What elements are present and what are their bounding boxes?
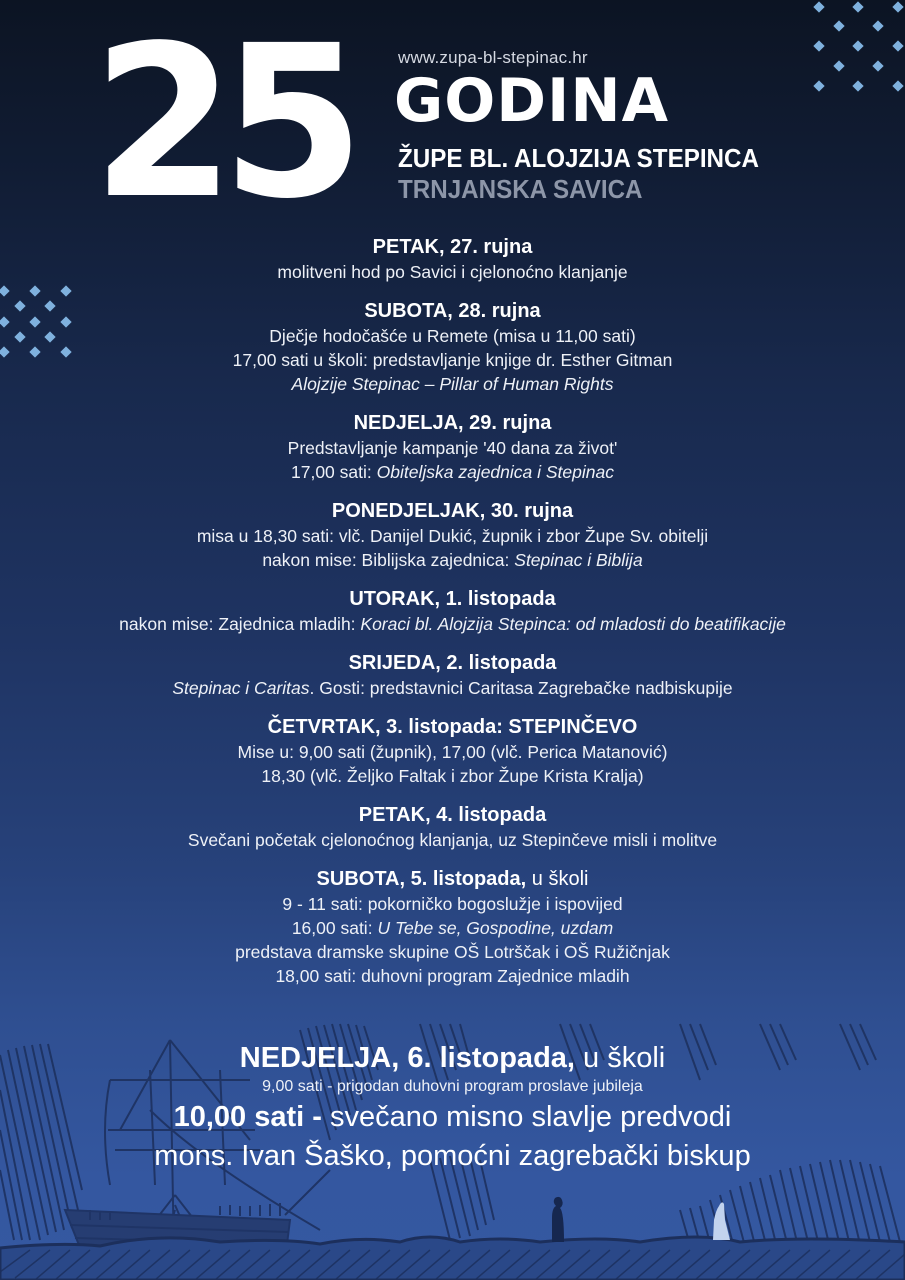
schedule-day — [0, 802, 905, 852]
day-title: NEDJELJA, 29. rujna — [353, 412, 552, 434]
finale-event — [0, 1040, 905, 1176]
anniversary-number: 25 — [92, 0, 351, 245]
schedule-day — [0, 586, 905, 636]
day-line: molitveni hod po Savici i cjelonoćno klanjanje — [277, 262, 628, 282]
day-line: 18,30 (vlč. Željko Faltak i zbor Župe Krista Kralja) — [261, 766, 644, 786]
day-line — [0, 612, 905, 636]
finale-title-main: NEDJELJA, 6. listopada, — [239, 1042, 575, 1074]
day-title: PETAK, 4. listopada — [358, 804, 547, 826]
event-title: Stepinac i Caritas — [172, 678, 310, 698]
finale-celebrant: mons. Ivan Šaško, pomoćni zagrebački biskup — [154, 1140, 751, 1172]
event-title: U Tebe se, Gospodine, uzdam — [377, 918, 614, 938]
day-line — [0, 548, 905, 572]
day-title: UTORAK, 1. listopada — [349, 588, 556, 610]
day-line — [0, 676, 905, 700]
finale-title — [0, 1040, 905, 1076]
time-label: nakon mise: Biblijska zajednica: — [262, 550, 515, 570]
day-title-location: u školi — [526, 868, 589, 890]
schedule-day — [0, 714, 905, 788]
day-line: Svečani početak cjelonoćnog klanjanja, uz Stepinčeve misli i molitve — [187, 830, 718, 850]
website-link[interactable]: www.zupa-bl-stepinac.hr — [398, 48, 588, 67]
book-title: Alojzije Stepinac – Pillar of Human Rights — [291, 374, 614, 394]
day-line: Dječje hodočašće u Remete (misa u 11,00 sati) — [269, 326, 636, 346]
day-title: SRIJEDA, 2. listopada — [348, 652, 557, 674]
time-label: 16,00 sati: — [291, 918, 378, 938]
day-title: PONEDJELJAK, 30. rujna — [331, 500, 574, 522]
day-line: 17,00 sati u školi: predstavljanje knjige dr. Esther Gitman — [232, 350, 673, 370]
event-title: Stepinac i Biblija — [514, 550, 643, 570]
day-line: Predstavljanje kampanje '40 dana za život' — [287, 438, 618, 458]
parish-location: TRNJANSKA SAVICA — [398, 174, 643, 204]
day-title — [0, 866, 905, 892]
finale-time: 10,00 sati - — [173, 1101, 322, 1133]
day-line: Mise u: 9,00 sati (župnik), 17,00 (vlč. Perica Matanović) — [237, 742, 668, 762]
event-title: Koraci bl. Alojzija Stepinca: od mladosti do beatifikacije — [360, 614, 786, 634]
schedule-day — [0, 498, 905, 572]
day-line — [0, 372, 905, 396]
event-schedule — [0, 234, 905, 1002]
schedule-day — [0, 410, 905, 484]
finale-subtitle: 9,00 sati - prigodan duhovni program proslave jubileja — [262, 1078, 643, 1095]
day-title: SUBOTA, 28. rujna — [364, 300, 541, 322]
day-line: misa u 18,30 sati: vlč. Danijel Dukić, župnik i zbor Župe Sv. obitelji — [196, 526, 709, 546]
day-line: predstava dramske skupine OŠ Lotrščak i OŠ Ružičnjak — [235, 942, 670, 962]
poster-header — [0, 0, 905, 245]
schedule-day — [0, 298, 905, 396]
day-line: 9 - 11 sati: pokorničko bogoslužje i ispovijed — [282, 894, 623, 914]
poster-title: GODINA — [394, 66, 670, 136]
event-description: . Gosti: predstavnici Caritasa Zagrebačke nadbiskupije — [309, 678, 733, 698]
day-line — [0, 460, 905, 484]
day-title-main: SUBOTA, 5. listopada, — [316, 868, 527, 890]
finale-mass-line — [0, 1098, 905, 1137]
day-title: PETAK, 27. rujna — [372, 236, 533, 258]
time-label: nakon mise: Zajednica mladih: — [119, 614, 361, 634]
schedule-day — [0, 650, 905, 700]
day-title: ČETVRTAK, 3. listopada: STEPINČEVO — [267, 716, 638, 738]
day-line: 18,00 sati: duhovni program Zajednice mladih — [275, 966, 630, 986]
parish-name: ŽUPE BL. ALOJZIJA STEPINCA — [398, 143, 759, 173]
finale-title-location: u školi — [574, 1042, 666, 1074]
time-label: 17,00 sati: — [291, 462, 377, 482]
event-title: Obiteljska zajednica i Stepinac — [376, 462, 614, 482]
schedule-day — [0, 866, 905, 988]
finale-mass-description: svečano misno slavlje predvodi — [321, 1101, 732, 1133]
schedule-day — [0, 234, 905, 284]
day-line — [0, 916, 905, 940]
